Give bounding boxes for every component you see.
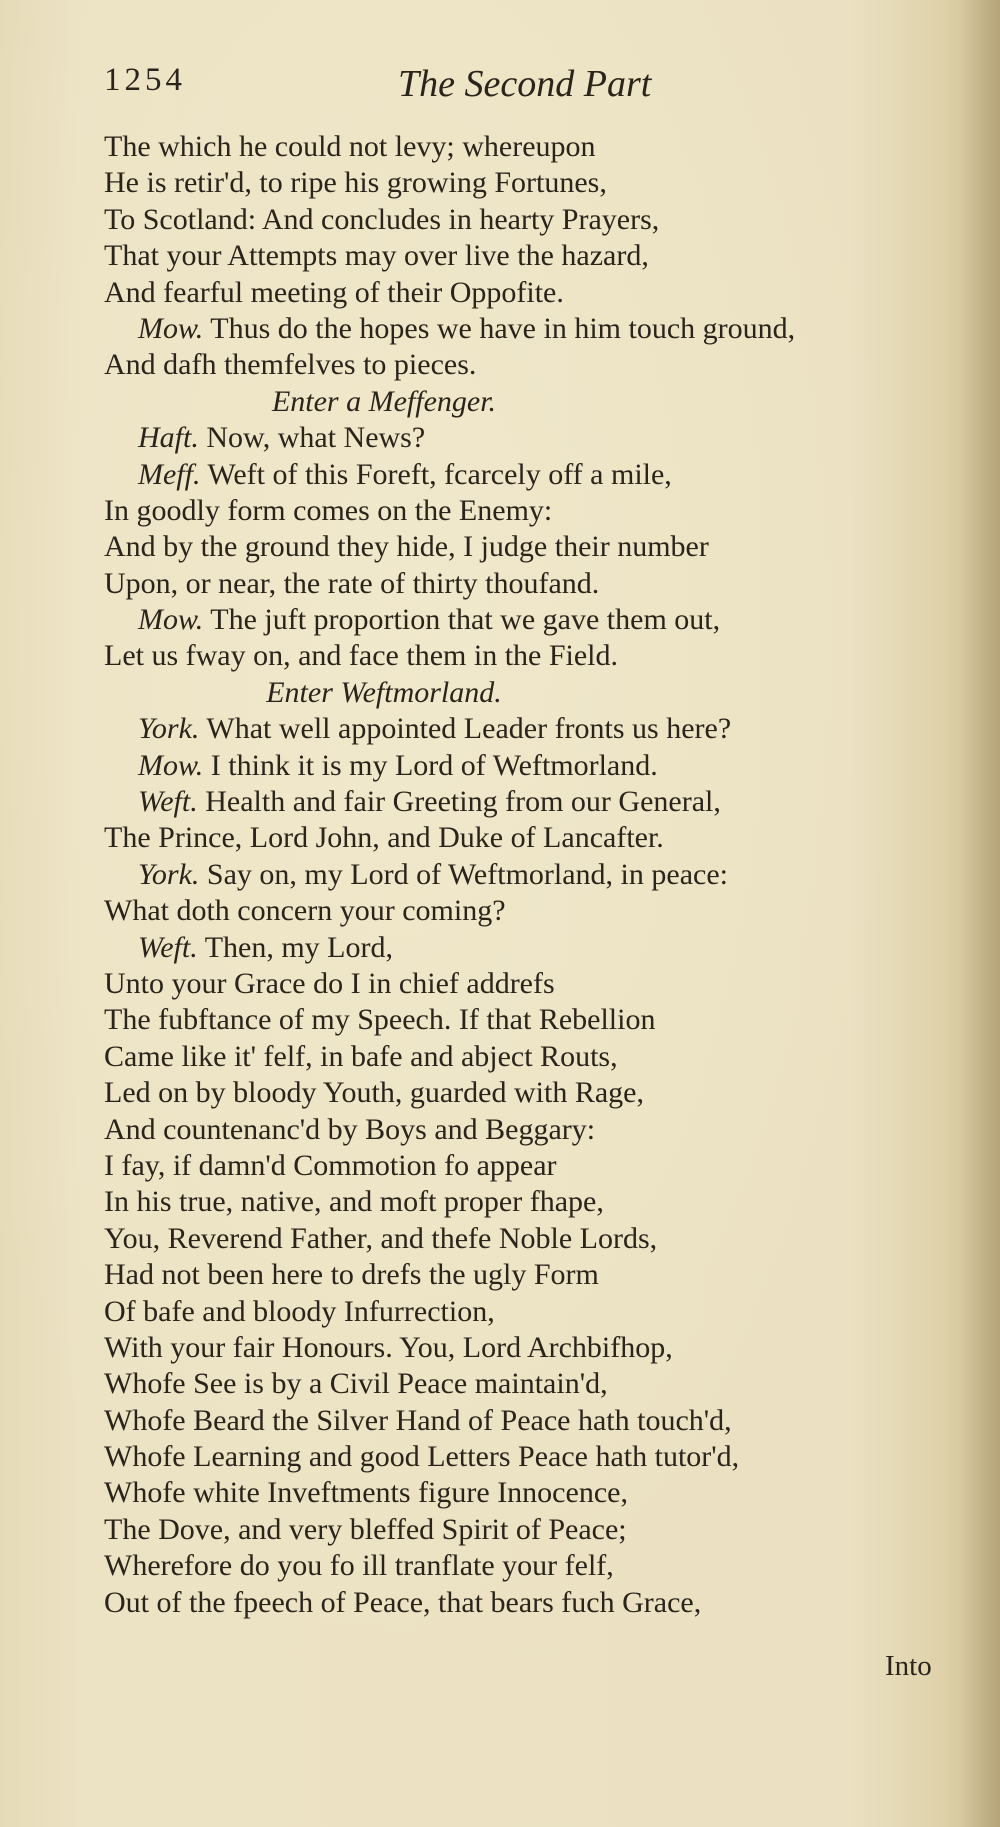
verse-line: Of bafe and bloody Infurrection, <box>104 1294 495 1328</box>
play-text <box>104 129 964 1621</box>
verse-line: Led on by bloody Youth, guarded with Rage, <box>104 1076 644 1110</box>
verse-line: In his true, native, and moft proper fhape, <box>104 1185 604 1219</box>
speech-text: Weft of this Foreft, fcarcely off a mile, <box>207 457 672 491</box>
verse-line: Whofe See is by a Civil Peace maintain'd, <box>104 1367 608 1401</box>
verse-line: What doth concern your coming? <box>104 894 506 928</box>
running-head: The Second Part <box>398 63 652 105</box>
verse-line: To Scotland: And concludes in hearty Prayers, <box>104 202 660 236</box>
speech-line <box>104 857 964 893</box>
speech-text: The juft proportion that we gave them out, <box>210 603 721 637</box>
speech-text: Then, my Lord, <box>204 930 393 964</box>
speaker-name: Mow. <box>138 311 204 345</box>
verse-line: Had not been here to drefs the ugly Form <box>104 1258 599 1292</box>
verse-line: With your fair Honours. You, Lord Archbifhop, <box>104 1330 673 1364</box>
verse-line: Whofe Beard the Silver Hand of Peace hath touch'd, <box>104 1403 732 1437</box>
speaker-name: York. <box>138 712 200 746</box>
verse-line: And by the ground they hide, I judge their number <box>104 530 709 564</box>
speech-text: Health and fair Greeting from our General, <box>205 785 721 819</box>
verse-line: Upon, or near, the rate of thirty thoufand. <box>104 566 600 600</box>
verse-line: The Dove, and very bleffed Spirit of Peace; <box>104 1512 627 1546</box>
stage-direction: Enter a Meffenger. <box>271 384 497 418</box>
speaker-name: York. <box>138 857 200 891</box>
verse-line: In goodly form comes on the Enemy: <box>104 493 553 527</box>
speaker-name: Mow. <box>138 603 204 637</box>
catchword: Into <box>885 1650 932 1682</box>
page-header <box>104 62 724 112</box>
speech-line <box>104 457 964 493</box>
verse-line: And fearful meeting of their Oppofite. <box>104 275 564 309</box>
speech-text: Say on, my Lord of Weftmorland, in peace: <box>206 857 728 891</box>
stage-direction: Enter Weftmorland. <box>266 675 502 709</box>
verse-line: Whofe Learning and good Letters Peace hath tutor'd, <box>104 1440 740 1474</box>
page-edge-shadow <box>960 0 1000 1827</box>
speaker-name: Meff. <box>138 457 201 491</box>
speaker-name: Weft. <box>138 785 198 819</box>
verse-line: He is retir'd, to ripe his growing Fortunes, <box>104 166 607 200</box>
verse-line: Wherefore do you fo ill tranflate your felf, <box>104 1549 614 1583</box>
verse-line: Whofe white Inveftments figure Innocence, <box>104 1476 628 1510</box>
speech-text: I think it is my Lord of Weftmorland. <box>210 748 658 782</box>
speech-text: Now, what News? <box>206 421 426 455</box>
speech-line <box>104 711 964 747</box>
speaker-name: Haft. <box>138 421 199 455</box>
verse-line: Out of the fpeech of Peace, that bears fuch Grace, <box>104 1585 702 1619</box>
speech-line <box>104 602 964 638</box>
speech-line <box>104 420 964 456</box>
speech-text: Thus do the hopes we have in him touch ground, <box>210 311 796 345</box>
verse-line: And countenanc'd by Boys and Beggary: <box>104 1112 596 1146</box>
verse-line: And dafh themfelves to pieces. <box>104 348 477 382</box>
verse-line: Unto your Grace do I in chief addrefs <box>104 966 555 1000</box>
verse-line: You, Reverend Father, and thefe Noble Lords, <box>104 1221 658 1255</box>
speech-line <box>104 930 964 966</box>
verse-line: Let us fway on, and face them in the Field. <box>104 639 619 673</box>
speech-line <box>104 748 964 784</box>
speech-line <box>104 784 964 820</box>
speech-text: What well appointed Leader fronts us here? <box>206 712 732 746</box>
speaker-name: Mow. <box>138 748 204 782</box>
page-number: 1254 <box>104 62 186 98</box>
verse-line: The which he could not levy; whereupon <box>104 130 596 163</box>
speech-line <box>104 311 964 347</box>
speaker-name: Weft. <box>138 930 198 964</box>
verse-line: That your Attempts may over live the hazard, <box>104 239 649 273</box>
verse-line: The Prince, Lord John, and Duke of Lancafter. <box>104 821 664 855</box>
verse-line: Came like it' felf, in bafe and abject Routs, <box>104 1039 618 1073</box>
verse-line: I fay, if damn'd Commotion fo appear <box>104 1148 557 1182</box>
verse-line: The fubftance of my Speech. If that Rebellion <box>104 1003 656 1037</box>
